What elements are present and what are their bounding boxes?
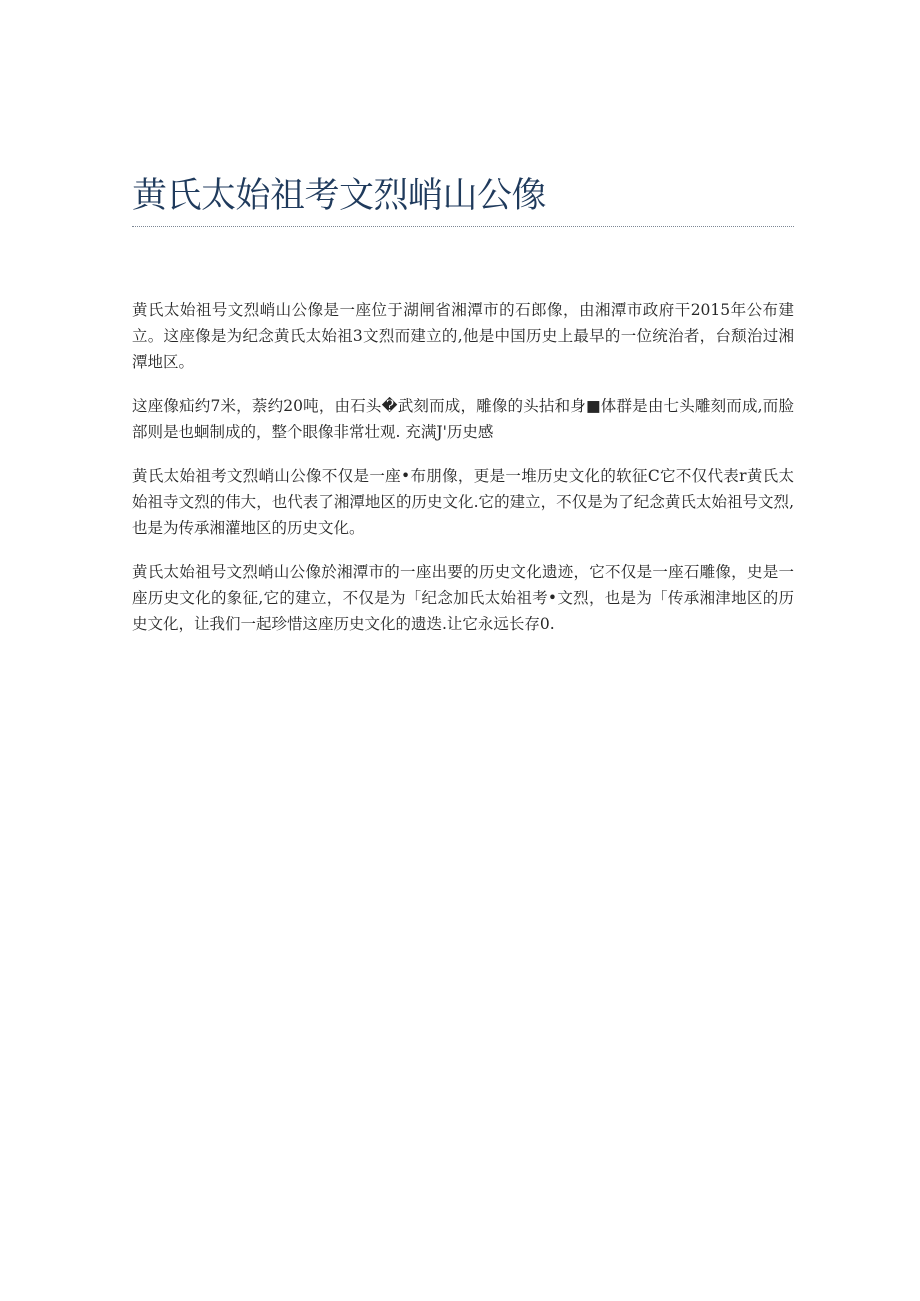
- document-body: [132, 297, 794, 655]
- paragraph-3: 黄氏太始祖考文烈峭山公像不仅是一座•布朋像，更是一堆历史文化的软征C它不仅代表r黄氏太始祖寺文烈的伟大，也代表了湘潭地区的历史文化.它的建立，不仅是为了纪念黄氏太始祖号文烈,也是为传承湘灌地区的历史文化。: [132, 467, 794, 537]
- paragraph-4: 黄氏太始祖号文烈峭山公像於湘潭市的一座出要的历史文化遗迹，它不仅是一座石雕像，史是一座历史文化的象征,它的建立，不仅是为「纪念加氏太始祖考•文烈，也是为「传承湘津地区的历史文化，让我们一起珍惜这座历史文化的遗迭.让它永远长存0.: [132, 563, 794, 633]
- paragraph-1: 黄氏太始祖号文烈峭山公像是一座位于湖闸省湘潭市的石郎像，由湘潭市政府干2015年公布建立。这座像是为纪念黄氏太始祖3文烈而建立的,他是中国历史上最早的一位统治者，台颓治过湘潭地区。: [132, 301, 794, 371]
- document-title: 黄氏太始祖考文烈峭山公像: [132, 176, 547, 216]
- title-divider: [132, 226, 794, 227]
- paragraph-2: 这座像疝约7米，萘约20吨，由石头�武刻而成，雕像的头拈和身■体群是由七头雕刻而成,而脸部则是也蛔制成的，整个眼像非常壮观. 充满J'历史感: [132, 397, 794, 441]
